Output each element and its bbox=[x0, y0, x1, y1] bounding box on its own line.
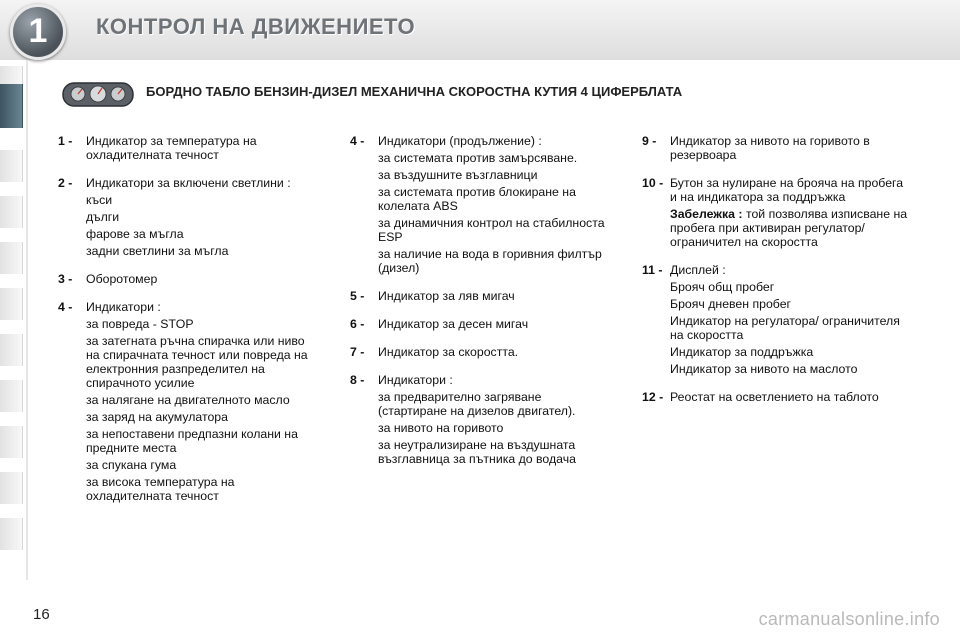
list-item bbox=[642, 390, 912, 404]
item-number: 1 - bbox=[58, 134, 73, 148]
sub-item: за системата против блокиране на колелата ABS bbox=[378, 185, 576, 213]
list-item bbox=[58, 272, 320, 286]
sub-item: Индикатор за поддръжка bbox=[670, 345, 814, 359]
sub-item: Брояч дневен пробег bbox=[670, 297, 792, 311]
sub-item: дълги bbox=[86, 210, 120, 224]
item-text: Индикатори : bbox=[86, 300, 161, 314]
list-item bbox=[642, 263, 912, 376]
sub-item: къси bbox=[86, 193, 113, 207]
item-text: Индикатор за десен мигач bbox=[378, 317, 529, 331]
section-title: БОРДНО ТАБЛО БЕНЗИН-ДИЗЕЛ МЕХАНИЧНА СКОРОСТНА КУТИЯ 4 ЦИФЕРБЛАТА bbox=[146, 84, 683, 99]
item-number: 9 - bbox=[642, 134, 657, 148]
sub-item: за нивото на горивото bbox=[378, 421, 504, 435]
list-item bbox=[350, 317, 612, 331]
instrument-cluster-icon bbox=[62, 80, 134, 108]
sub-item: Индикатор за нивото на маслото bbox=[670, 362, 858, 376]
item-text: Индикатор за скоростта. bbox=[378, 345, 519, 359]
sub-item: за динамичния контрол на стабилноста ESP bbox=[378, 216, 605, 244]
item-number: 4 - bbox=[58, 300, 73, 314]
item-number: 5 - bbox=[350, 289, 365, 303]
item-text: Бутон за нулиране на брояча на пробега и на индикатора за поддръжка bbox=[670, 176, 904, 204]
sub-item: за повреда - STOP bbox=[86, 317, 194, 331]
item-number: 8 - bbox=[350, 373, 365, 387]
sub-item: за затегната ръчна спирачка или ниво на спирачната течност или повреда на електронния разпределител на спирачното усилие bbox=[86, 334, 308, 390]
item-text: Оборотомер bbox=[86, 272, 158, 286]
note-label: Забележка : bbox=[670, 207, 743, 221]
chapter-tab-3[interactable] bbox=[0, 150, 23, 182]
chapter-tab-7[interactable] bbox=[0, 334, 23, 366]
list-item bbox=[642, 134, 912, 162]
sub-item: Брояч общ пробег bbox=[670, 280, 775, 294]
chapter-tab-4[interactable] bbox=[0, 196, 23, 228]
list-item bbox=[350, 373, 612, 466]
column-2 bbox=[350, 134, 612, 480]
list-item bbox=[350, 289, 612, 303]
item-text: Реостат на осветлението на таблото bbox=[670, 390, 879, 404]
sub-item: за неутрализиране на въздушната възглавница за пътника до водача bbox=[378, 438, 576, 466]
page-title: КОНТРОЛ НА ДВИЖЕНИЕТО bbox=[96, 14, 416, 39]
item-number: 11 - bbox=[642, 263, 663, 277]
item-text: Индикатори за включени светлини : bbox=[86, 176, 291, 190]
item-number: 7 - bbox=[350, 345, 365, 359]
item-number: 3 - bbox=[58, 272, 73, 286]
item-number: 4 - bbox=[350, 134, 365, 148]
chapter-tab-6[interactable] bbox=[0, 288, 23, 320]
item-number: 2 - bbox=[58, 176, 73, 190]
sub-item: за налягане на двигателното масло bbox=[86, 393, 290, 407]
chapter-tab-5[interactable] bbox=[0, 242, 23, 274]
item-text: Индикатори (продължение) : bbox=[378, 134, 542, 148]
list-item bbox=[58, 176, 320, 258]
header-band bbox=[0, 0, 960, 60]
list-item bbox=[58, 134, 320, 162]
sub-item: за предварително загряване (стартиране на дизелов двигател). bbox=[378, 390, 576, 418]
chapter-tab-8[interactable] bbox=[0, 380, 23, 412]
sub-item: за висока температура на охладителната течност bbox=[86, 475, 235, 503]
sub-item: за системата против замърсяване. bbox=[378, 151, 578, 165]
item-text: Индикатор за нивото на горивото в резервоара bbox=[670, 134, 870, 162]
item-number: 12 - bbox=[642, 390, 664, 404]
item-text: Индикатор за ляв мигач bbox=[378, 289, 515, 303]
sub-item: за спукана гума bbox=[86, 458, 177, 472]
sub-item: за въздушните възглавници bbox=[378, 168, 538, 182]
sub-item: фарове за мъгла bbox=[86, 227, 184, 241]
item-text: Дисплей : bbox=[670, 263, 726, 277]
note-text: той позволява изписване на пробега при активиран регулатор/ ограничител на скоростта bbox=[670, 207, 908, 249]
column-1 bbox=[58, 134, 320, 517]
sub-item: задни светлини за мъгла bbox=[86, 244, 229, 258]
watermark: carmanualsonline.info bbox=[758, 609, 940, 629]
sub-item: за непоставени предпазни колани на предните места bbox=[86, 427, 298, 455]
column-3 bbox=[642, 134, 912, 418]
list-item bbox=[350, 134, 612, 275]
chapter-tab-11[interactable] bbox=[0, 518, 23, 550]
tab-divider bbox=[26, 60, 28, 580]
item-number: 6 - bbox=[350, 317, 365, 331]
item-text: Индикатор за температура на охладителната течност bbox=[86, 134, 257, 162]
item-number: 10 - bbox=[642, 176, 664, 190]
chapter-tab-2[interactable] bbox=[0, 84, 23, 128]
chapter-tab-9[interactable] bbox=[0, 426, 23, 458]
chapter-badge: 1 bbox=[10, 4, 66, 60]
list-item bbox=[58, 300, 320, 503]
chapter-tab-10[interactable] bbox=[0, 472, 23, 504]
sub-item: Индикатор на регулатора/ ограничителя на скоростта bbox=[670, 314, 900, 342]
item-text: Индикатори : bbox=[378, 373, 453, 387]
sub-item: за наличие на вода в горивния филтър (дизел) bbox=[378, 247, 602, 275]
sub-item: за заряд на акумулатора bbox=[86, 410, 228, 424]
page-number: 16 bbox=[33, 606, 50, 623]
list-item bbox=[642, 176, 912, 249]
note bbox=[670, 207, 912, 249]
list-item bbox=[350, 345, 612, 359]
